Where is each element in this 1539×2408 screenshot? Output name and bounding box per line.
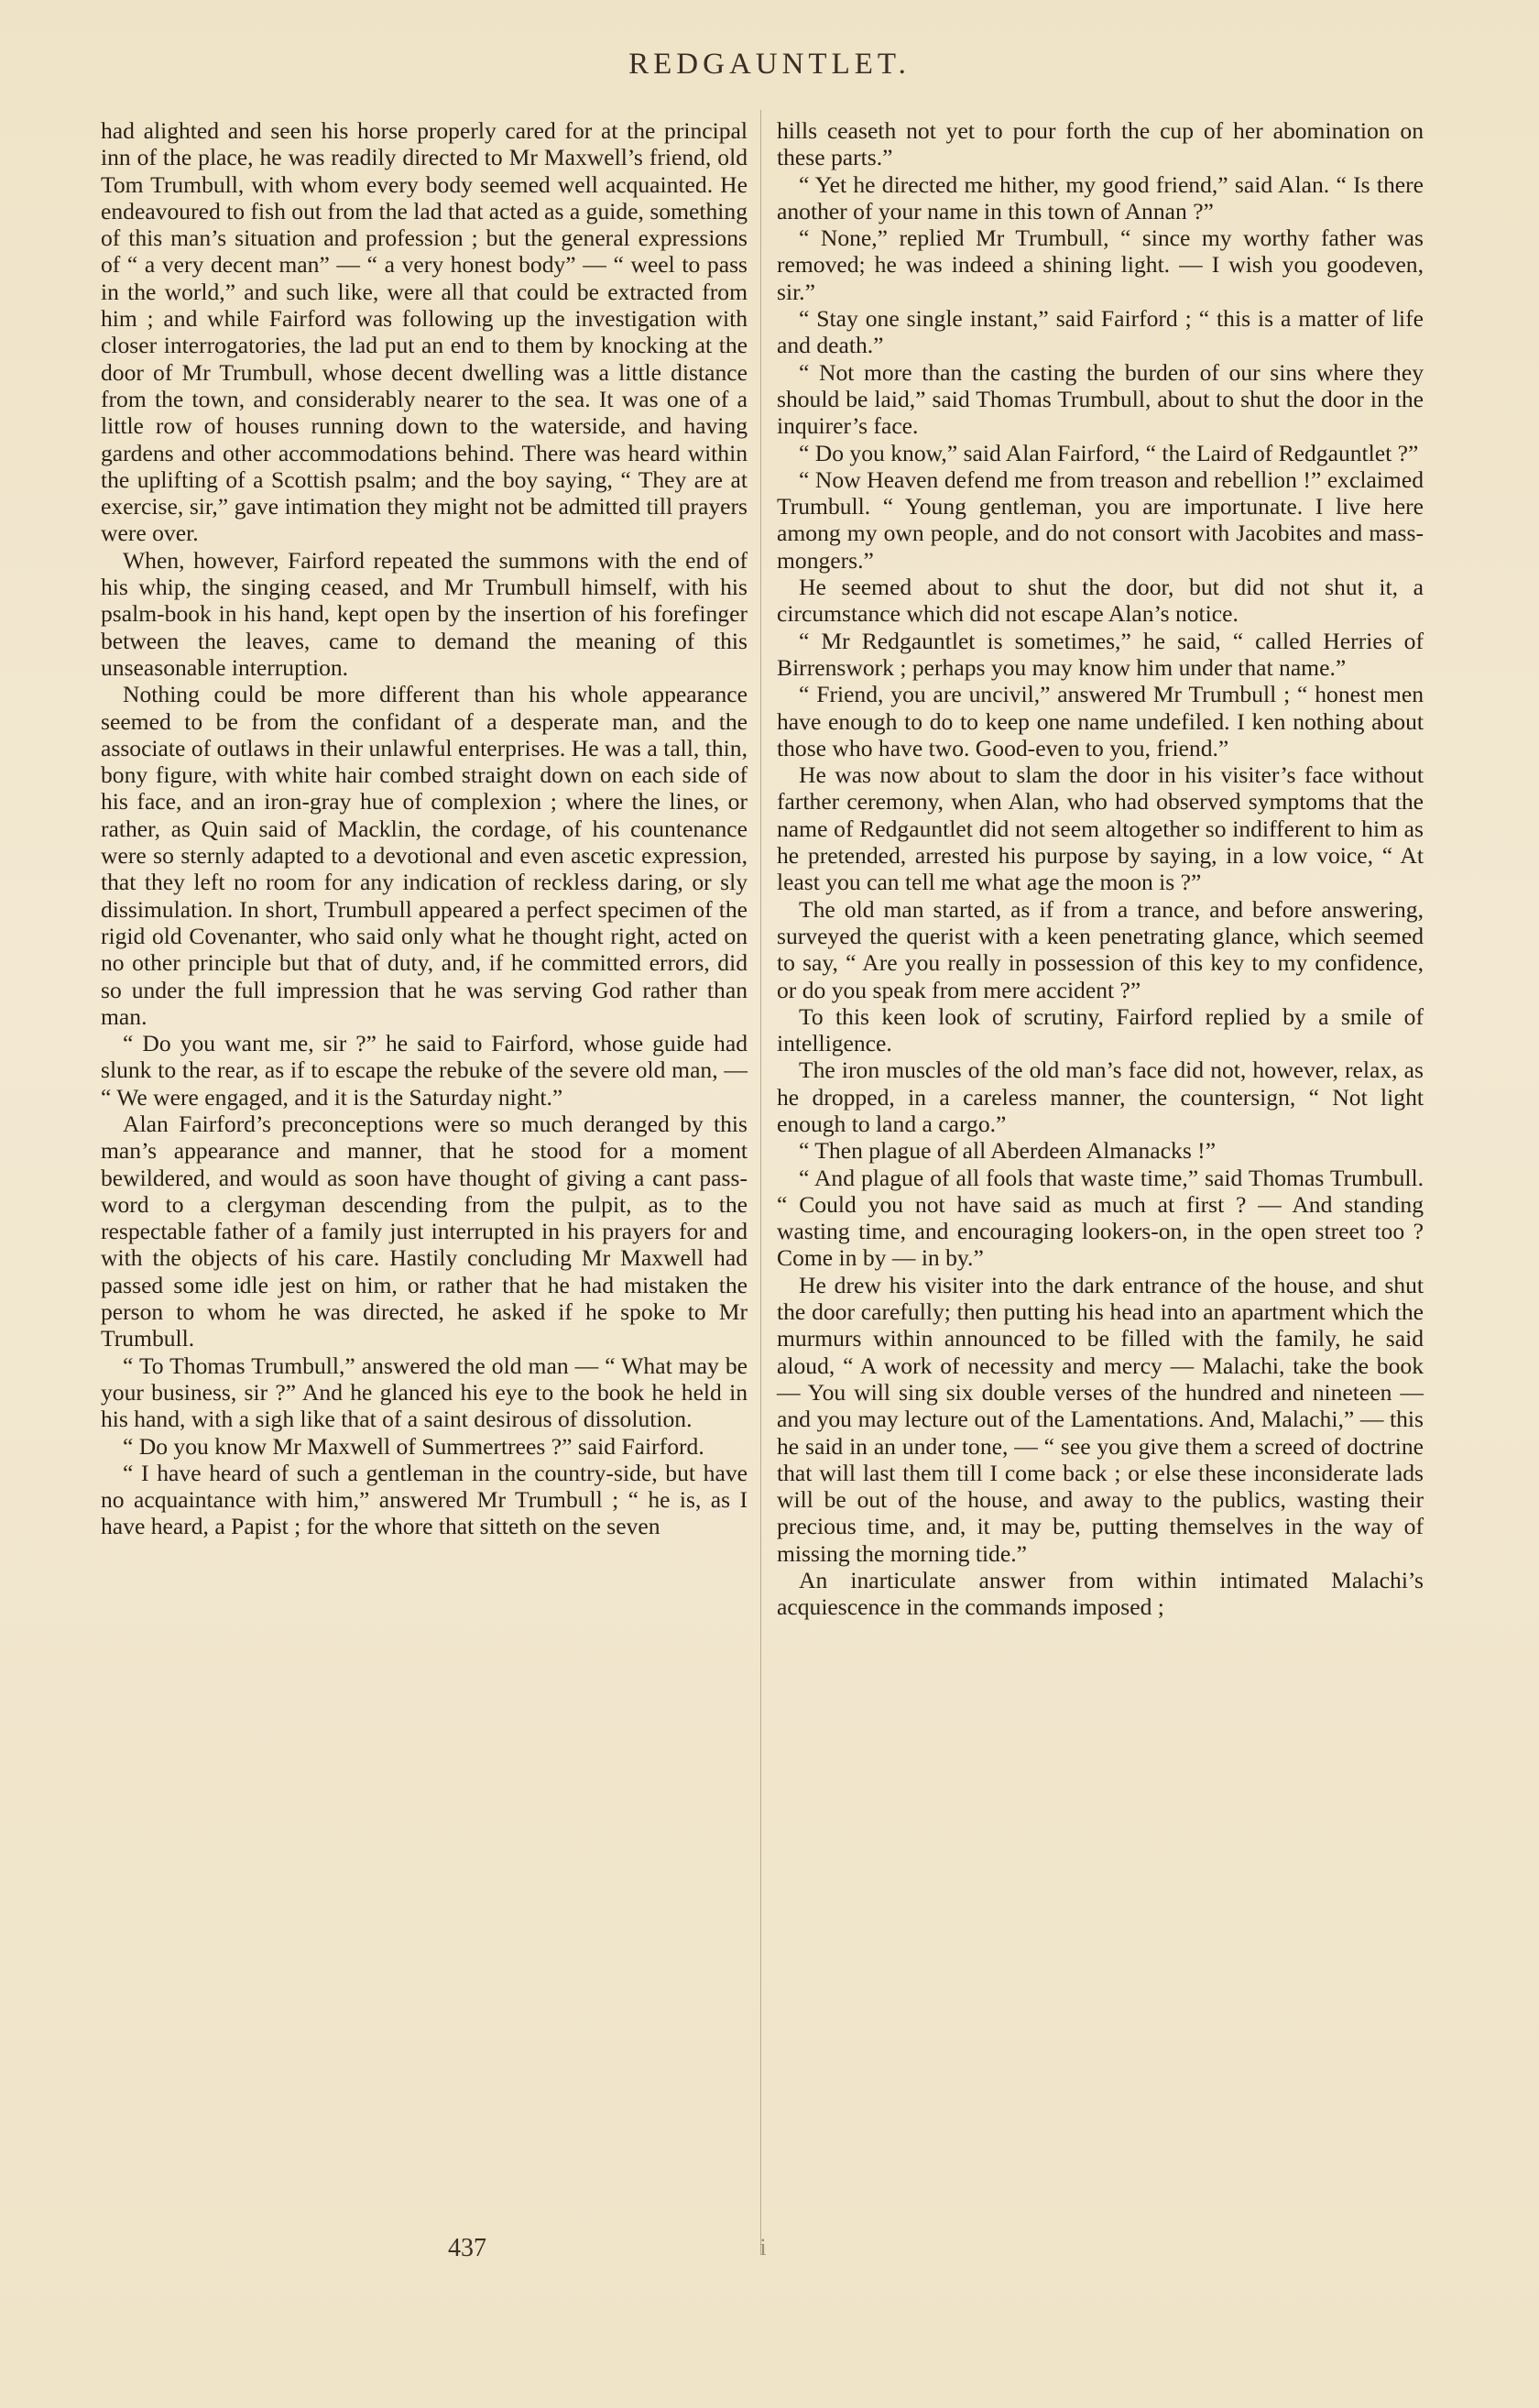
paragraph: “ Not more than the casting the burden of our sins where they should be laid,” said Thomas Trumbull, about to shut the door in the inquirer’s face. — [777, 358, 1424, 440]
paragraph: “ Do you know Mr Maxwell of Summertrees ?” said Fairford. — [123, 1432, 704, 1460]
paragraph: An inarticulate answer from within intimated Malachi’s acquiescence in the commands imposed ; — [777, 1567, 1424, 1621]
paragraph: When, however, Fairford repeated the summons with the end of his whip, the singing ceased, and Mr Trumbull himself, with his psalm-book in his hand, kept open by the insertion of his forefinger between the leaves, came to demand the meaning of this unseasonable interruption. — [101, 546, 748, 681]
page-number: 437 — [448, 2234, 486, 2262]
paragraph: “ And plague of all fools that waste time,” said Thomas Trumbull. “ Could you not have said as much at first ? — And standing wasting time, and encouraging lookers-on, in the open street too ? Come in by — in by.” — [777, 1164, 1424, 1272]
paragraph: He seemed about to shut the door, but did not shut it, a circumstance which did not escape Alan’s notice. — [777, 574, 1424, 628]
paragraph: “ Stay one single instant,” said Fairford ; “ this is a matter of life and death.” — [777, 305, 1424, 359]
paragraph: Alan Fairford’s preconceptions were so much deranged by this man’s appearance and manner, that he stood for a moment bewildered, and would as soon have thought of giving a cant pass-word to a clergyman descending from the pulpit, as to the respectable father of a family just interrupted in his prayers for and with the objects of his care. Hastily concluding Mr Maxwell had passed some idle jest on him, or rather that he had mistaken the person to whom he was directed, he asked if he spoke to Mr Trumbull. — [101, 1110, 748, 1352]
paragraph: “ Then plague of all Aberdeen Almanacks !” — [799, 1137, 1217, 1165]
right-column — [777, 117, 1424, 1621]
paragraph: “ Do you want me, sir ?” he said to Fairford, whose guide had slunk to the rear, as if to escape the rebuke of the severe old man, — “ We were engaged, and it is the Saturday night.” — [101, 1030, 748, 1111]
paragraph: The old man started, as if from a trance, and before answering, surveyed the querist with a keen penetrating glance, which seemed to say, “ Are you really in possession of this key to my confidence, or do you speak from mere accident ?” — [777, 895, 1424, 1003]
paragraph: hills ceaseth not yet to pour forth the cup of her abomination on these parts.” — [777, 117, 1424, 171]
paragraph: Nothing could be more different than his whole appearance seemed to be from the confidant of a desperate man, and the associate of outlaws in their unlawful enterprises. He was a tall, thin, bony figure, with white hair combed straight down on each side of his face, and an iron-gray hue of complexion ; where the lines, or rather, as Quin said of Macklin, the cordage, of his countenance were so sternly adapted to a devotional and even ascetic expression, that they left no room for any indication of reckless daring, or sly dissimulation. In short, Trumbull appeared a perfect specimen of the rigid old Covenanter, who said only what he thought right, acted on no other principle but that of duty, and, if he committed errors, did so under the full impression that he was serving God rather than man. — [101, 681, 748, 1030]
paragraph: “ Yet he directed me hither, my good friend,” said Alan. “ Is there another of your name in this town of Annan ?” — [777, 170, 1424, 224]
paragraph: He was now about to slam the door in his visiter’s face without farther ceremony, when Alan, who had observed symptoms that the name of Redgauntlet did not seem altogether so indifferent to him as he pretended, arrested his purpose by saying, in a low voice, “ At least you can tell me what age the moon is ?” — [777, 761, 1424, 896]
paragraph: had alighted and seen his horse properly cared for at the principal inn of the place, he was readily directed to Mr Maxwell’s friend, old Tom Trumbull, with whom every body seemed well acquainted. He endeavoured to fish out from the lad that acted as a guide, something of this man’s situation and profession ; but the general expressions of “ a very decent man” — “ a very honest body” — “ weel to pass in the world,” and such like, were all that could be extracted from him ; and while Fairford was following up the investigation with closer interrogatories, the lad put an end to them by knocking at the door of Mr Trumbull, whose decent dwelling was a little distance from the town, and considerably nearer to the sea. It was one of a little row of houses running down to the waterside, and having gardens and other accommodations behind. There was heard within the uplifting of a Scottish psalm; and the boy saying, “ They are at exercise, sir,” gave intimation they might not be admitted till prayers were over. — [101, 117, 748, 547]
paragraph: He drew his visiter into the dark entrance of the house, and shut the door carefully; then putting his head into an apartment which the murmurs within announced to be filled with the family, he said aloud, “ A work of necessity and mercy — Malachi, take the book — You will sing six double verses of the hundred and nineteen — and you may lecture out of the Lamentations. And, Malachi,” — this he said in an under tone, — “ see you give them a screed of doctrine that will last them till I come back ; or else these inconsiderate lads will be out of the house, and away to the publics, wasting their precious time, and, it may be, putting themselves in the way of missing the morning tide.” — [777, 1271, 1424, 1567]
running-head: REDGAUNTLET. — [628, 48, 911, 81]
paragraph: “ None,” replied Mr Trumbull, “ since my worthy father was removed; he was indeed a shining light. — I wish you goodeven, sir.” — [777, 224, 1424, 305]
paragraph: “ Mr Redgauntlet is sometimes,” he said, “ called Herries of Birrenswork ; perhaps you may know him under that name.” — [777, 627, 1424, 681]
paragraph: To this keen look of scrutiny, Fairford replied by a smile of intelligence. — [777, 1002, 1424, 1057]
paragraph: The iron muscles of the old man’s face did not, however, relax, as he dropped, in a careless manner, the countersign, “ Not light enough to land a cargo.” — [777, 1056, 1424, 1137]
left-column — [101, 117, 748, 1540]
paragraph: “ Friend, you are uncivil,” answered Mr Trumbull ; “ honest men have enough to do to keep one name undefiled. I ken nothing about those who have two. Good-even to you, friend.” — [777, 681, 1424, 761]
paragraph: “ Now Heaven defend me from treason and rebellion !” exclaimed Trumbull. “ Young gentleman, you are importunate. I live here among my own people, and do not consort with Jacobites and mass-mongers.” — [777, 465, 1424, 574]
paragraph: “ Do you know,” said Alan Fairford, “ the Laird of Redgauntlet ?” — [799, 439, 1419, 466]
column-divider — [760, 110, 761, 2254]
margin-mark: i — [759, 2234, 767, 2260]
paragraph: “ I have heard of such a gentleman in the country-side, but have no acquaintance with him,” answered Mr Trumbull ; “ he is, as I have heard, a Papist ; for the whore that sitteth on the seven — [101, 1459, 748, 1540]
paragraph: “ To Thomas Trumbull,” answered the old man — “ What may be your business, sir ?” And he glanced his eye to the book he held in his hand, with a sigh like that of a saint desirous of dissolution. — [101, 1352, 748, 1433]
